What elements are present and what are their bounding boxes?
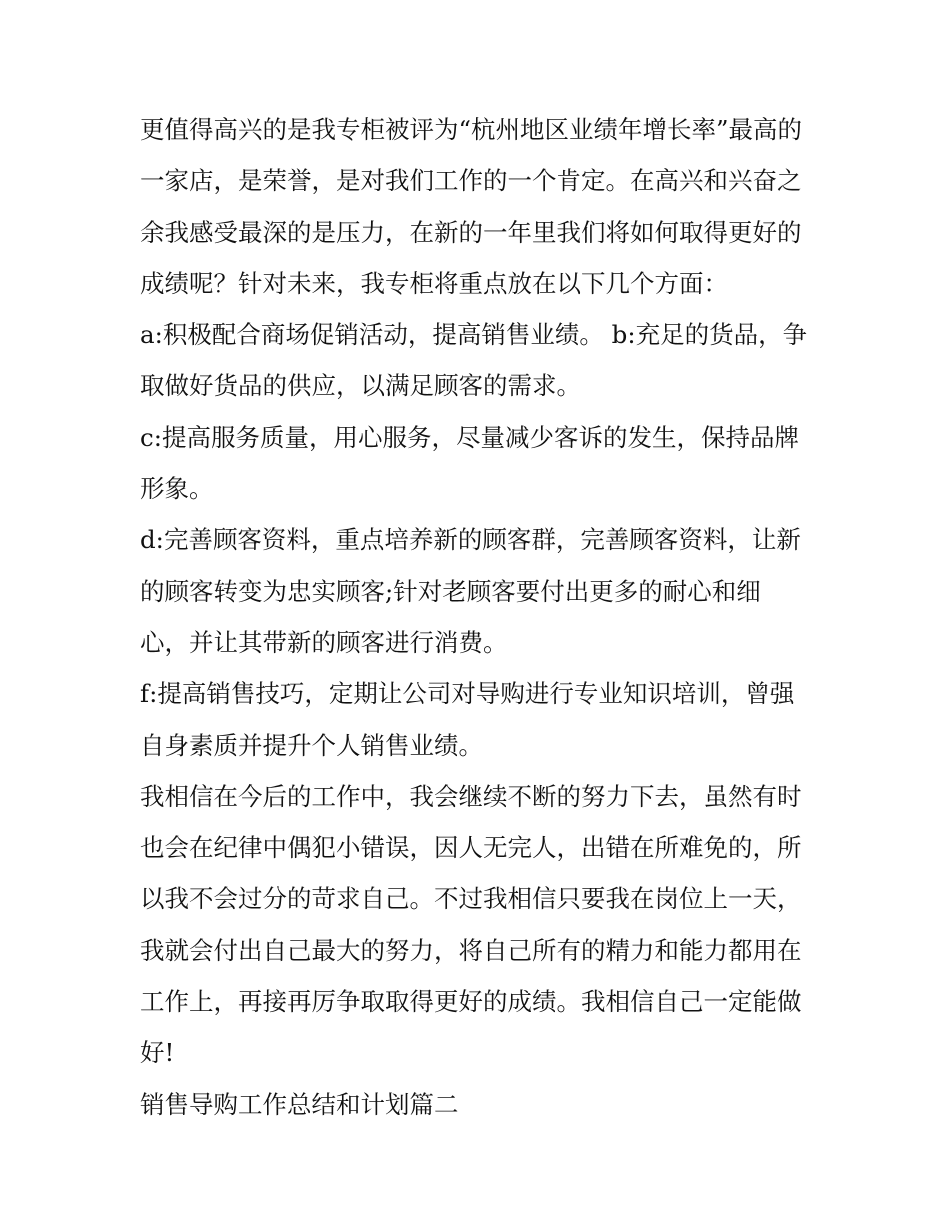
text-line: 也会在纪律中偶犯小错误，因人无完人，出错在所难免的，所 <box>140 833 802 863</box>
list-item-c: c:提高服务质量，用心服务，尽量减少客诉的发生，保持品牌 <box>140 422 799 452</box>
text-line: 工作上，再接再厉争取取得更好的成绩。我相信自己一定能做 <box>140 987 802 1017</box>
list-item-a: a:积极配合商场促销活动，提高销售业绩。 b:充足的货品，争 <box>140 320 808 350</box>
text-line: 我相信在今后的工作中，我会继续不断的努力下去，虽然有时 <box>140 781 802 811</box>
list-item-d: d:完善顾客资料，重点培养新的顾客群，完善顾客资料，让新 <box>140 525 801 555</box>
document-body <box>140 104 816 1130</box>
text-line: 心，并让其带新的顾客进行消费。 <box>140 627 508 657</box>
text-line: 我就会付出自己最大的努力，将自己所有的精力和能力都用在 <box>140 935 802 965</box>
text-line: 一家店，是荣誉，是对我们工作的一个肯定。在高兴和兴奋之 <box>140 166 802 196</box>
list-item-f: f:提高销售技巧，定期让公司对导购进行专业知识培训，曾强 <box>140 679 795 709</box>
text-line: 的顾客转变为忠实顾客;针对老顾客要付出更多的耐心和细 <box>140 576 761 606</box>
text-line: 更值得高兴的是我专柜被评为“杭州地区业绩年增长率”最高的 <box>140 115 803 144</box>
text-line: 好! <box>140 1038 175 1068</box>
text-line: 自身素质并提升个人销售业绩。 <box>140 730 483 760</box>
text-line: 形象。 <box>140 474 214 504</box>
text-line: 以我不会过分的苛求自己。不过我相信只要我在岗位上一天， <box>140 884 802 914</box>
text-line: 取做好货品的供应，以满足顾客的需求。 <box>140 371 581 401</box>
text-line: 成绩呢？针对未来，我专柜将重点放在以下几个方面： <box>140 268 728 298</box>
text-line: 余我感受最深的是压力，在新的一年里我们将如何取得更好的 <box>140 217 802 247</box>
section-heading: 销售导购工作总结和计划篇二 <box>140 1089 459 1119</box>
